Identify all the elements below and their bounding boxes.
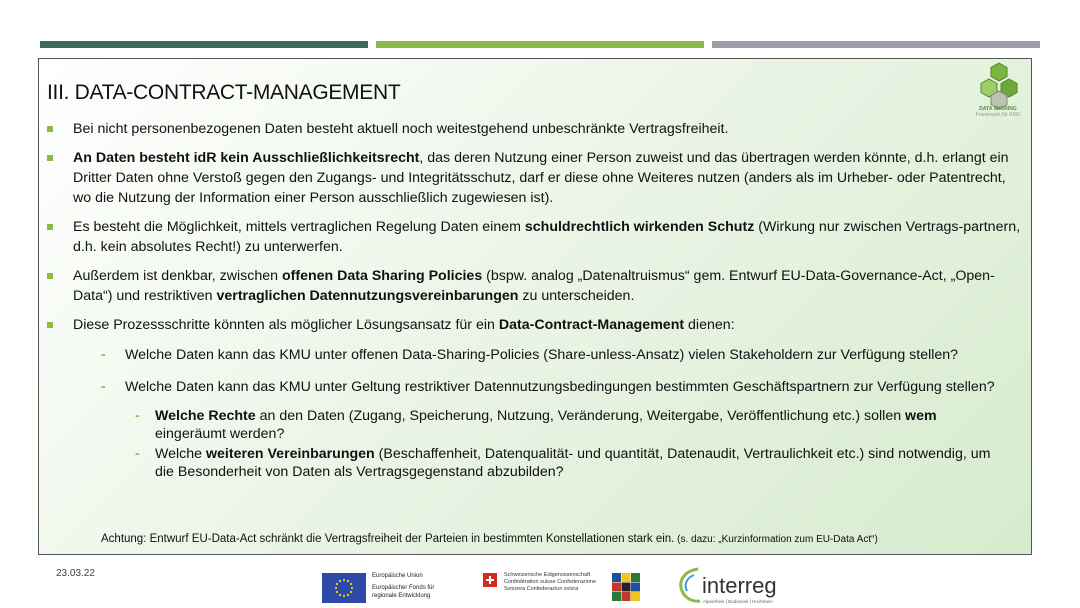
sub-bullet-item: - Welche Daten kann das KMU unter Geltung restriktiver Datennutzungsbedingungen bestimmten Geschäftspartnern zur Verfügung stellen? [101, 379, 995, 395]
slide-panel [38, 58, 1032, 555]
bullet-square-icon [47, 126, 53, 132]
bullet-square-icon [47, 322, 53, 328]
slide-date: 23.03.22 [56, 568, 95, 579]
sub-sub-bullet-item: - Welche weiteren Vereinbarungen (Beschaffenheit, Datenqualität- und quantität, Datenaudit, Vertraulichkeit etc.) sind notwendig, um die Besonderheit von Daten als Vertragsgegenstand abzubilden? [135, 446, 991, 480]
bullet-square-icon [47, 224, 53, 230]
bullet-square-icon [47, 273, 53, 279]
eu-funding-text: Europäische Union Europäischer Fonds für regionale Entwicklung [372, 573, 435, 599]
bullet-item: Bei nicht personenbezogenen Daten besteht aktuell noch weitestgehend unbeschränkte Vertragsfreiheit. [39, 119, 1033, 139]
slide-title: III. DATA-CONTRACT-MANAGEMENT [47, 81, 401, 104]
dash-icon: - [101, 347, 106, 363]
sub-sub-bullet-item: - Welche Rechte an den Daten (Zugang, Speicherung, Nutzung, Veränderung, Weitergabe, Veröffentlichung etc.) sollen wem eingeräumt werden? [135, 408, 937, 442]
bullet-item: Diese Prozessschritte könnten als möglicher Lösungsansatz für ein Data-Contract-Management dienen: [39, 315, 1033, 335]
warning-note: Achtung: Entwurf EU-Data-Act schränkt die Vertragsfreiheit der Parteien in bestimmten Konstellationen stark ein. (s. dazu: „Kurzinformation zum EU-Data Act“) [101, 533, 878, 545]
regional-crests-icon [612, 573, 640, 601]
top-bar-dark-green [40, 41, 368, 48]
dash-icon: - [135, 446, 140, 462]
bullet-square-icon [47, 155, 53, 161]
top-bar-gray [712, 41, 1040, 48]
swiss-confederation-text: Schweizerische Eidgenossenschaft Confédération suisse Confederazione Svizzera Confederaziun svizra [504, 572, 597, 592]
interreg-region-text: Alpenrhein | Bodensee | Hochrhein [703, 599, 773, 604]
logo-caption: DATA SHARING Framework für KMU [975, 106, 1021, 118]
interreg-swirl-icon [676, 565, 704, 605]
dash-icon: - [101, 379, 106, 395]
interreg-logo-text: interreg [702, 573, 777, 598]
dash-icon: - [135, 408, 140, 424]
top-bar-light-green [376, 41, 704, 48]
bullet-item: Es besteht die Möglichkeit, mittels vertraglichen Regelung Daten einem schuldrechtlich wirkenden Schutz (Wirkung nur zwischen Vertrags-partnern, d.h. kein absolutes Recht!) zu unterwerfen. [39, 217, 1033, 257]
bullet-list [39, 119, 1033, 483]
bullet-item: Außerdem ist denkbar, zwischen offenen Data Sharing Policies (bspw. analog „Datenaltruismus“ gem. Entwurf EU-Data-Governance-Act, „Open-Data“) und restriktiven vertraglichen Datennutzungsvereinbarungen zu unterscheiden. [39, 266, 1033, 306]
eu-flag-icon [322, 573, 366, 603]
sub-bullet-item: - Welche Daten kann das KMU unter offenen Data-Sharing-Policies (Share-unless-Ansatz) vielen Stakeholdern zur Verfügung stellen? [101, 347, 959, 363]
swiss-flag-icon [483, 573, 497, 587]
bullet-item: An Daten besteht idR kein Ausschließlichkeitsrecht, das deren Nutzung einer Person zuweist und das übertragen werden könnte, d.h. erlangt ein Dritter Daten ohne Verstoß gegen den Zugangs- und Integritätsschutz, darf er diese ohne Weiteres nutzen (anders als im Urheber- oder Patentrecht, wo die Nutzung der Information einer Person ausschließlich zugewiesen ist). [39, 148, 1033, 208]
